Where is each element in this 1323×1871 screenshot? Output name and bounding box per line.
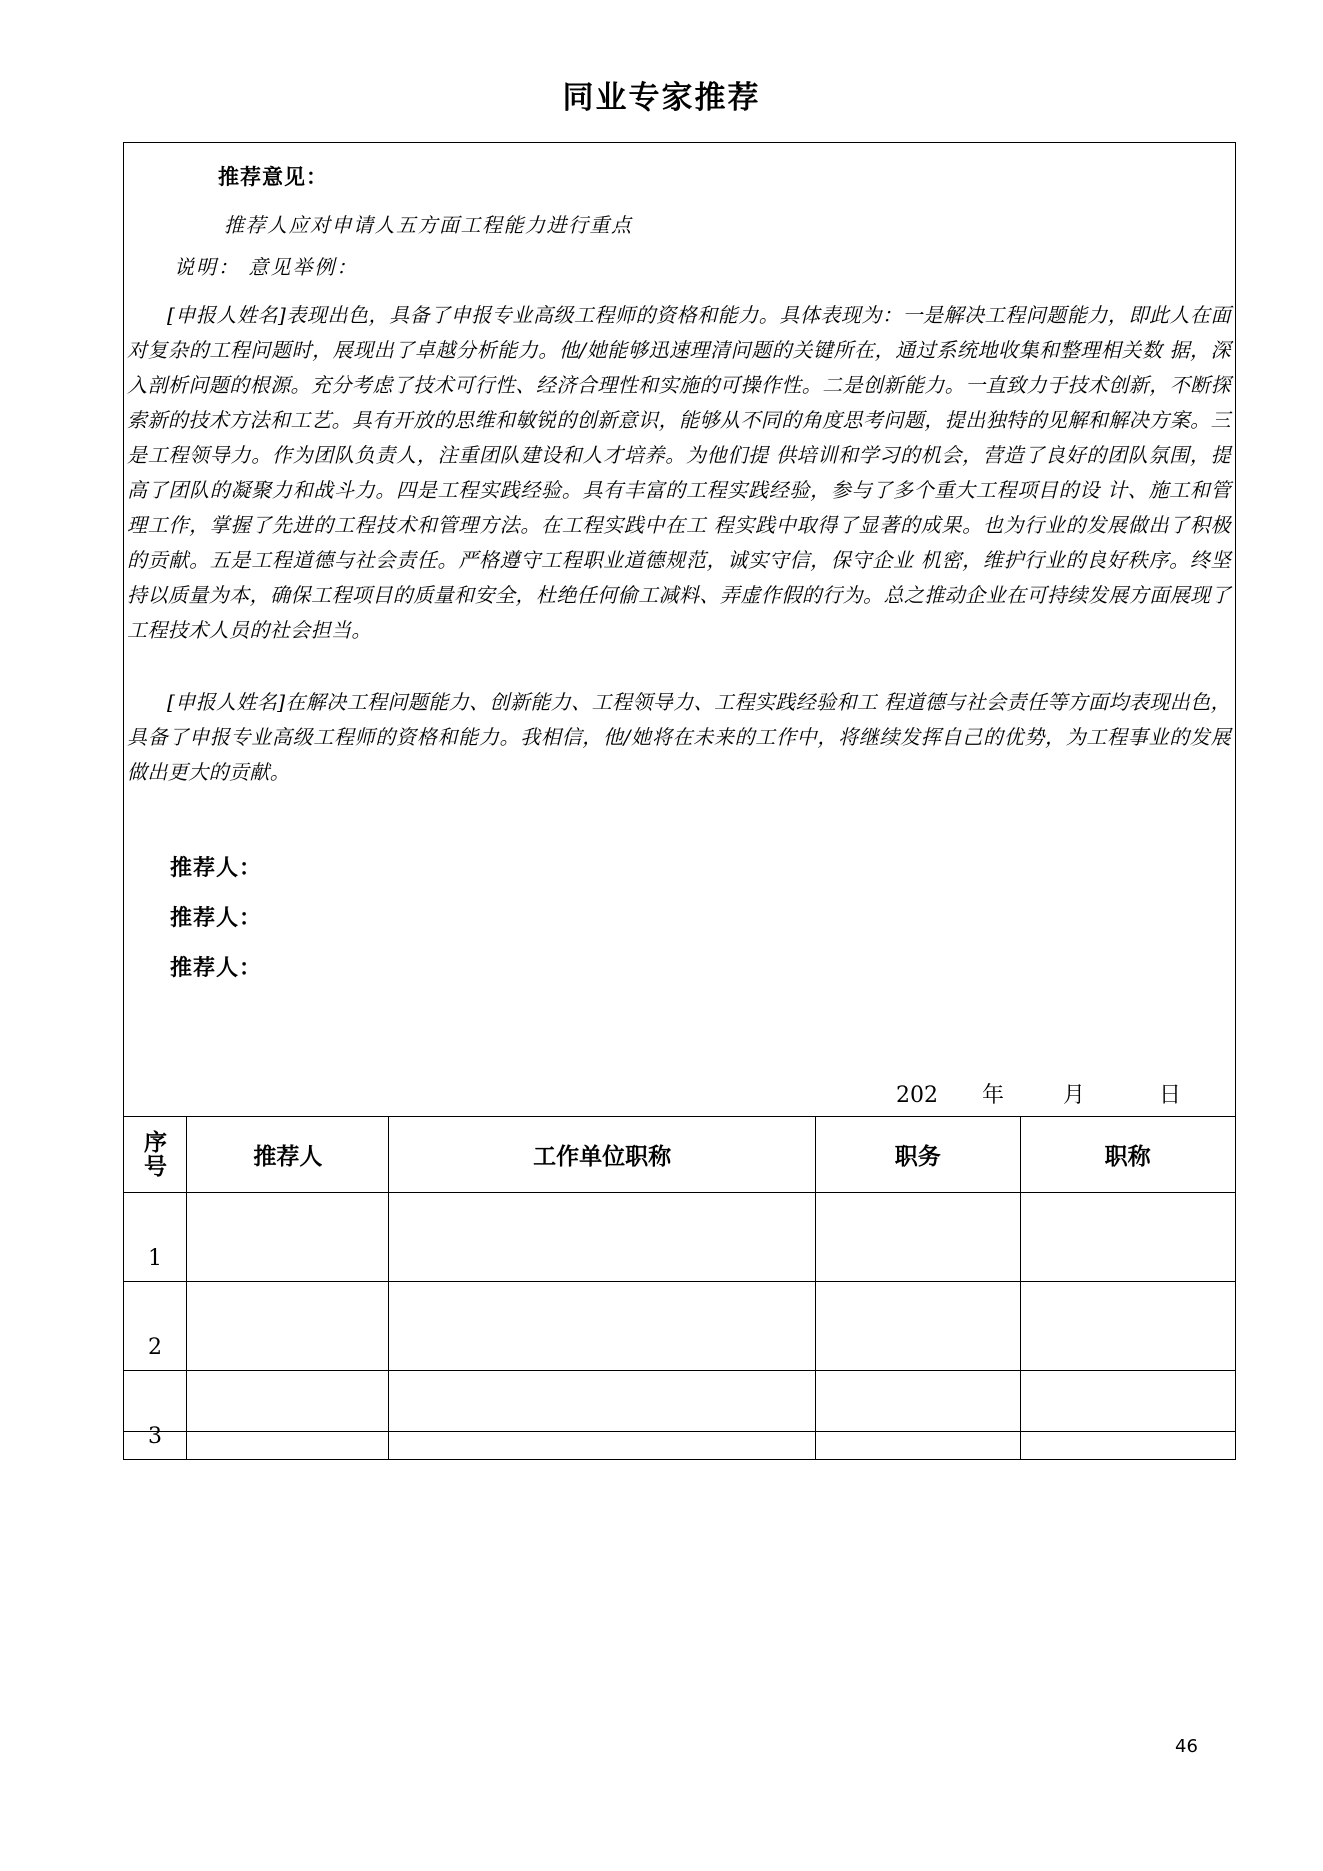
page-title: 同业专家推荐 [562,80,761,116]
cell-recommender[interactable] [187,1193,389,1282]
row-number: 3 [123,1371,187,1460]
date-line[interactable] [896,1078,1181,1109]
recommender-signature-1[interactable]: 推荐人： [170,856,263,881]
example-note: 说明： 意见举例： [174,255,359,279]
header-unit-title: 工作单位职称 [389,1117,816,1193]
recommendation-form [123,142,1236,1449]
header-duty: 职务 [815,1117,1020,1193]
row-number: 2 [123,1282,187,1371]
cell-unit-title[interactable] [389,1193,816,1282]
cell-title[interactable] [1020,1282,1235,1371]
table-header-row [123,1117,1235,1193]
date-year-unit: 年 [982,1083,1005,1108]
example-paragraph-2: [申报人姓名]在解决工程问题能力、创新能力、工程领导力、工程实践经验和工 程道德与社会责任等方面均表现出色，具备了申报专业高级工程师的资格和能力。我相信，他/她将在未来的工作中，将继续发挥自己的优势，为工程事业的发展做出更大的贡献。 [127,690,1231,784]
date-year: 202 [896,1083,938,1108]
cell-title[interactable] [1020,1193,1235,1282]
opinion-section [124,143,1234,1118]
recommender-signature-3[interactable]: 推荐人： [170,956,263,981]
page-number: 46 [1175,1736,1198,1757]
cell-unit-title[interactable] [389,1371,816,1460]
recommender-table [123,1116,1236,1460]
focus-instruction: 推荐人应对申请人五方面工程能力进行重点 [224,213,633,237]
cell-duty[interactable] [815,1193,1020,1282]
header-recommender: 推荐人 [187,1117,389,1193]
cell-unit-title[interactable] [389,1282,816,1371]
table-row [123,1282,1235,1371]
date-month-unit: 月 [1063,1083,1086,1108]
cell-recommender[interactable] [187,1282,389,1371]
opinion-label: 推荐意见： [218,165,328,189]
row-number: 1 [123,1193,187,1282]
header-title: 职称 [1020,1117,1235,1193]
cell-title[interactable] [1020,1371,1235,1460]
recommender-signature-2[interactable]: 推荐人： [170,906,263,931]
table-row [123,1193,1235,1282]
cell-duty[interactable] [815,1371,1020,1460]
example-paragraph-1: [申报人姓名]表现出色，具备了申报专业高级工程师的资格和能力。具体表现为：一是解决工程问题能力，即此人在面对复杂的工程问题时，展现出了卓越分析能力。他/她能够迅速理清问题的关键所在，通过系统地收集和整理相关数 据，深入剖析问题的根源。充分考虑了技术可行性、经济合理性和实施的可操作性。二是创新能力。一直致力于技术创新，不断探索新的技术方法和工艺。具有开放的思维和敏锐的创新意识，能够从不同的角度思考问题，提出独特的见解和解决方案。三是工程领导力。作为团队负责人，注重团队建设和人才培养。为他们提 供培训和学习的机会，营造了良好的团队氛围，提高了团队的凝聚力和战斗力。四是工程实践经验。具有丰富的工程实践经验，参与了多个重大工程项目的设 计、施工和管理工作，掌握了先进的工程技术和管理方法。在工程实践中在工 程实践中取得了显著的成果。也为行业的发展做出了积极的贡献。五是工程道德与社会责任。严格遵守工程职业道德规范，诚实守信，保守企业 机密，维护行业的良好秩序。终坚持以质量为本，确保工程项目的质量和安全，杜绝任何偷工减料、弄虚作假的行为。总之推动企业在可持续发展方面展现了工程技术人员的社会担当。 [127,303,1231,642]
header-seq: 序号 [123,1117,187,1193]
cell-duty[interactable] [815,1282,1020,1371]
cell-recommender[interactable] [187,1371,389,1460]
table-row [123,1371,1235,1460]
date-day-unit: 日 [1159,1083,1182,1108]
